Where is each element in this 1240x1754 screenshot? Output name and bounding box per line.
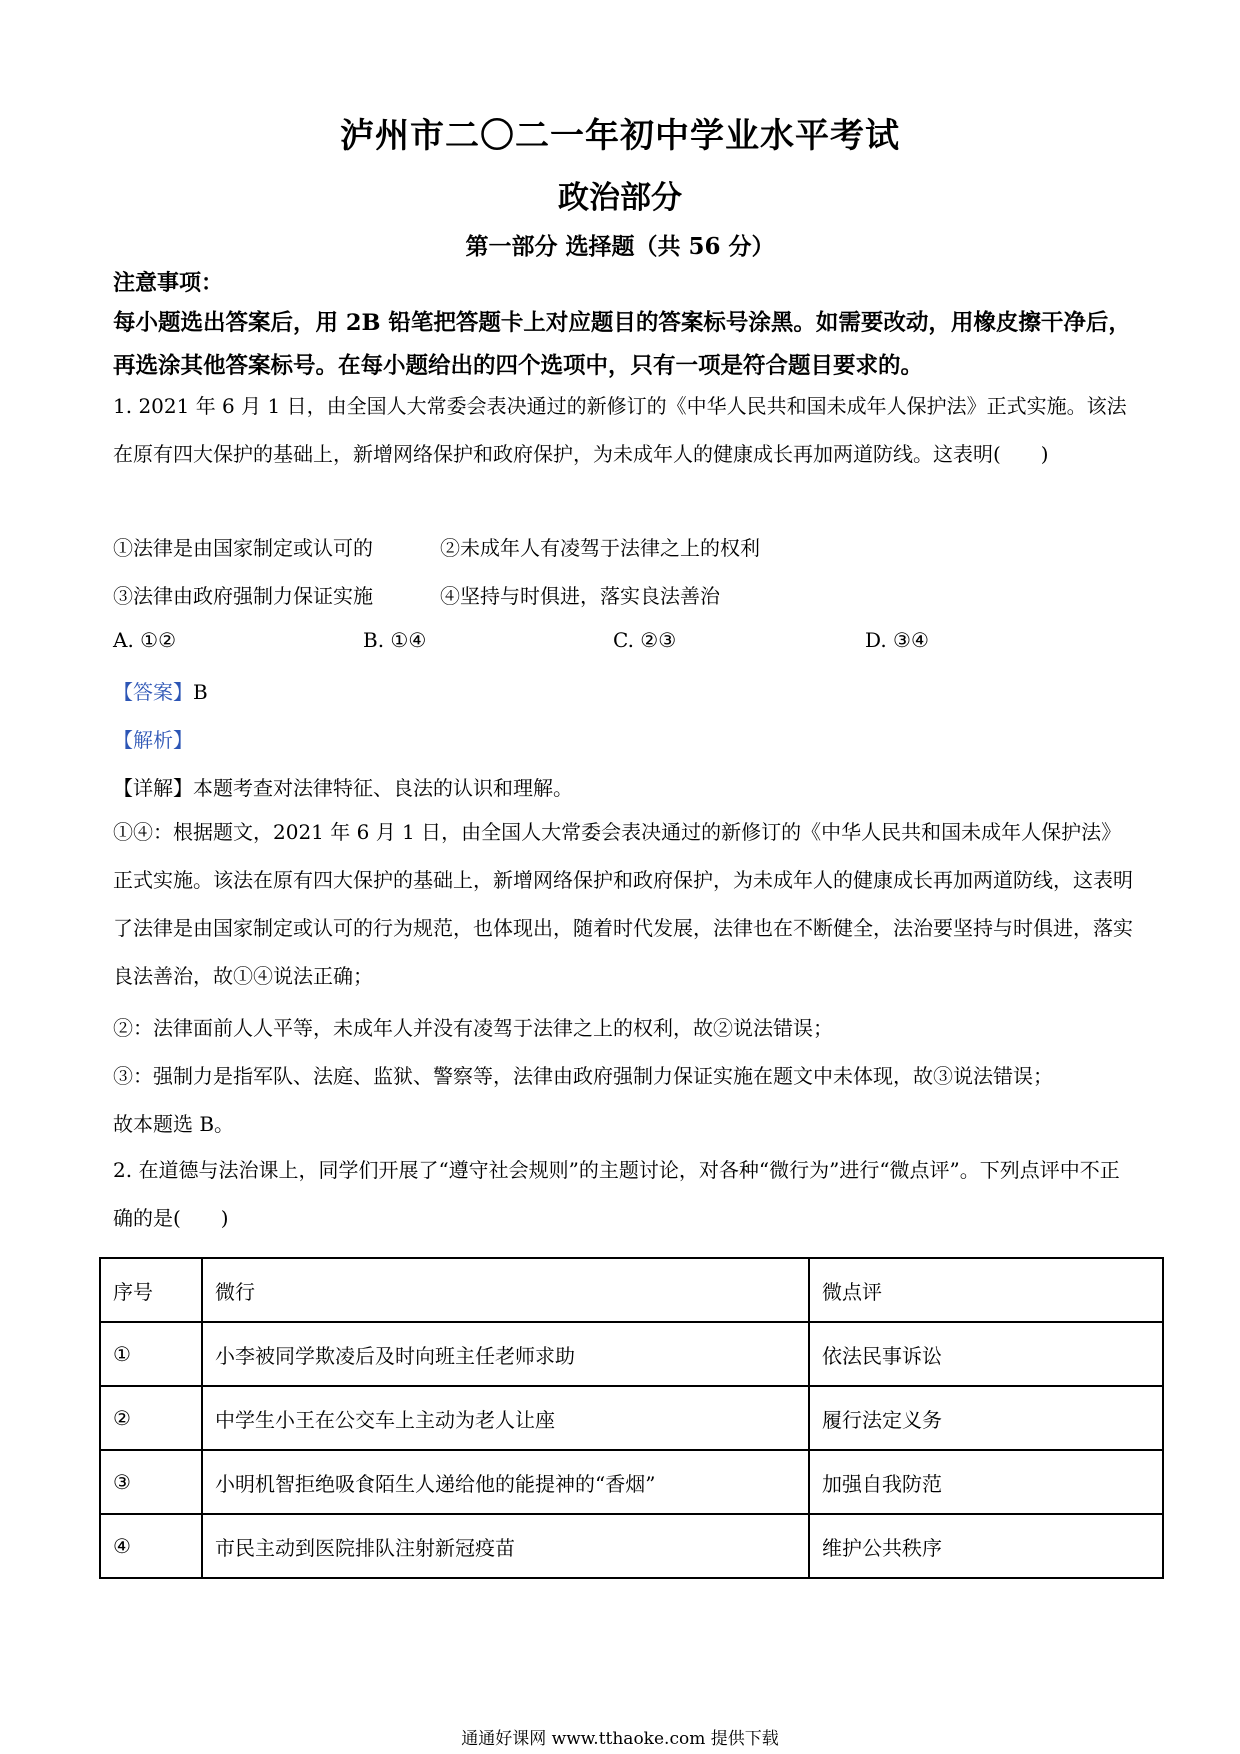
table-header: 微行	[202, 1258, 809, 1322]
answer-value: B	[193, 680, 208, 704]
table-header-row	[100, 1258, 1163, 1322]
q1-statement-4: ④坚持与时俱进，落实良法善治	[440, 584, 720, 608]
table-cell: 市民主动到医院排队注射新冠疫苗	[202, 1514, 809, 1578]
q1-detail-p3: ③：强制力是指军队、法庭、监狱、警察等，法律由政府强制力保证实施在题文中未体现，故③说法错误；	[113, 1064, 1053, 1088]
table-row	[100, 1514, 1163, 1578]
q2-stem: 2. 在道德与法治课上，同学们开展了“遵守社会规则”的主题讨论，对各种“微行为”进行“微点评”。下列点评中不正确的是( )	[113, 1158, 1120, 1230]
table-cell: ②	[100, 1386, 202, 1450]
q1-statement-3: ③法律由政府强制力保证实施	[113, 584, 373, 608]
analysis-label: 【解析】	[113, 728, 193, 752]
q1-detail-intro	[113, 772, 573, 801]
table-cell: ①	[100, 1322, 202, 1386]
table-cell: 加强自我防范	[809, 1450, 1163, 1514]
q1-statement-1: ①法律是由国家制定或认可的	[113, 536, 373, 560]
q1-option-d: D. ③④	[865, 628, 929, 652]
table-cell: 依法民事诉讼	[809, 1322, 1163, 1386]
answer-label: 【答案】	[113, 680, 193, 704]
table-cell: 小明机智拒绝吸食陌生人递给他的能提神的“香烟”	[202, 1450, 809, 1514]
table-cell: 维护公共秩序	[809, 1514, 1163, 1578]
q1-detail-p2: ②：法律面前人人平等，未成年人并没有凌驾于法律之上的权利，故②说法错误；	[113, 1016, 833, 1040]
q1-option-a: A. ①②	[113, 628, 177, 652]
notice-heading: 注意事项：	[113, 270, 224, 296]
q2-table	[99, 1257, 1164, 1579]
q1-stem: 1. 2021 年 6 月 1 日，由全国人大常委会表决通过的新修订的《中华人民共和国未成年人保护法》正式实施。该法在原有四大保护的基础上，新增网络保护和政府保护，为未成年人的健康成长再加两道防线。这表明( )	[113, 394, 1127, 466]
table-row	[100, 1322, 1163, 1386]
table-cell: 履行法定义务	[809, 1386, 1163, 1450]
table-cell: ③	[100, 1450, 202, 1514]
q1-detail-p4: 故本题选 B。	[113, 1112, 235, 1136]
exam-title: 泸州市二〇二一年初中学业水平考试	[340, 116, 900, 156]
q1-answer	[113, 676, 208, 705]
q1-option-c: C. ②③	[613, 628, 677, 652]
footer-source: 通通好课网 www.tthaoke.com 提供下载	[461, 1729, 779, 1749]
table-row	[100, 1450, 1163, 1514]
table-header: 微点评	[809, 1258, 1163, 1322]
detail-intro-text: 本题考查对法律特征、良法的认识和理解。	[193, 776, 573, 800]
table-cell: 中学生小王在公交车上主动为老人让座	[202, 1386, 809, 1450]
q1-detail-p1: ①④：根据题文，2021 年 6 月 1 日，由全国人大常委会表决通过的新修订的《中华人民共和国未成年人保护法》正式实施。该法在原有四大保护的基础上，新增网络保护和政府保护，为未成年人的健康成长再加两道防线，这表明了法律是由国家制定或认可的行为规范，也体现出，随着时代发展，法律也在不断健全，法治要坚持与时俱进，落实良法善治，故①④说法正确；	[113, 820, 1133, 988]
table-cell: ④	[100, 1514, 202, 1578]
table-row	[100, 1386, 1163, 1450]
table-cell: 小李被同学欺凌后及时向班主任老师求助	[202, 1322, 809, 1386]
q1-statement-2: ②未成年人有凌驾于法律之上的权利	[440, 536, 760, 560]
q1-option-b: B. ①④	[363, 628, 427, 652]
notice-text: 每小题选出答案后，用 2B 铅笔把答题卡上对应题目的答案标号涂黑。如需要改动，用橡皮擦干净后，再选涂其他答案标号。在每小题给出的四个选项中，只有一项是符合题目要求的。	[113, 310, 1131, 379]
table-header: 序号	[100, 1258, 202, 1322]
detail-label: 【详解】	[113, 776, 193, 800]
subject-title: 政治部分	[558, 180, 682, 216]
section-title: 第一部分 选择题（共 56 分）	[465, 233, 775, 260]
